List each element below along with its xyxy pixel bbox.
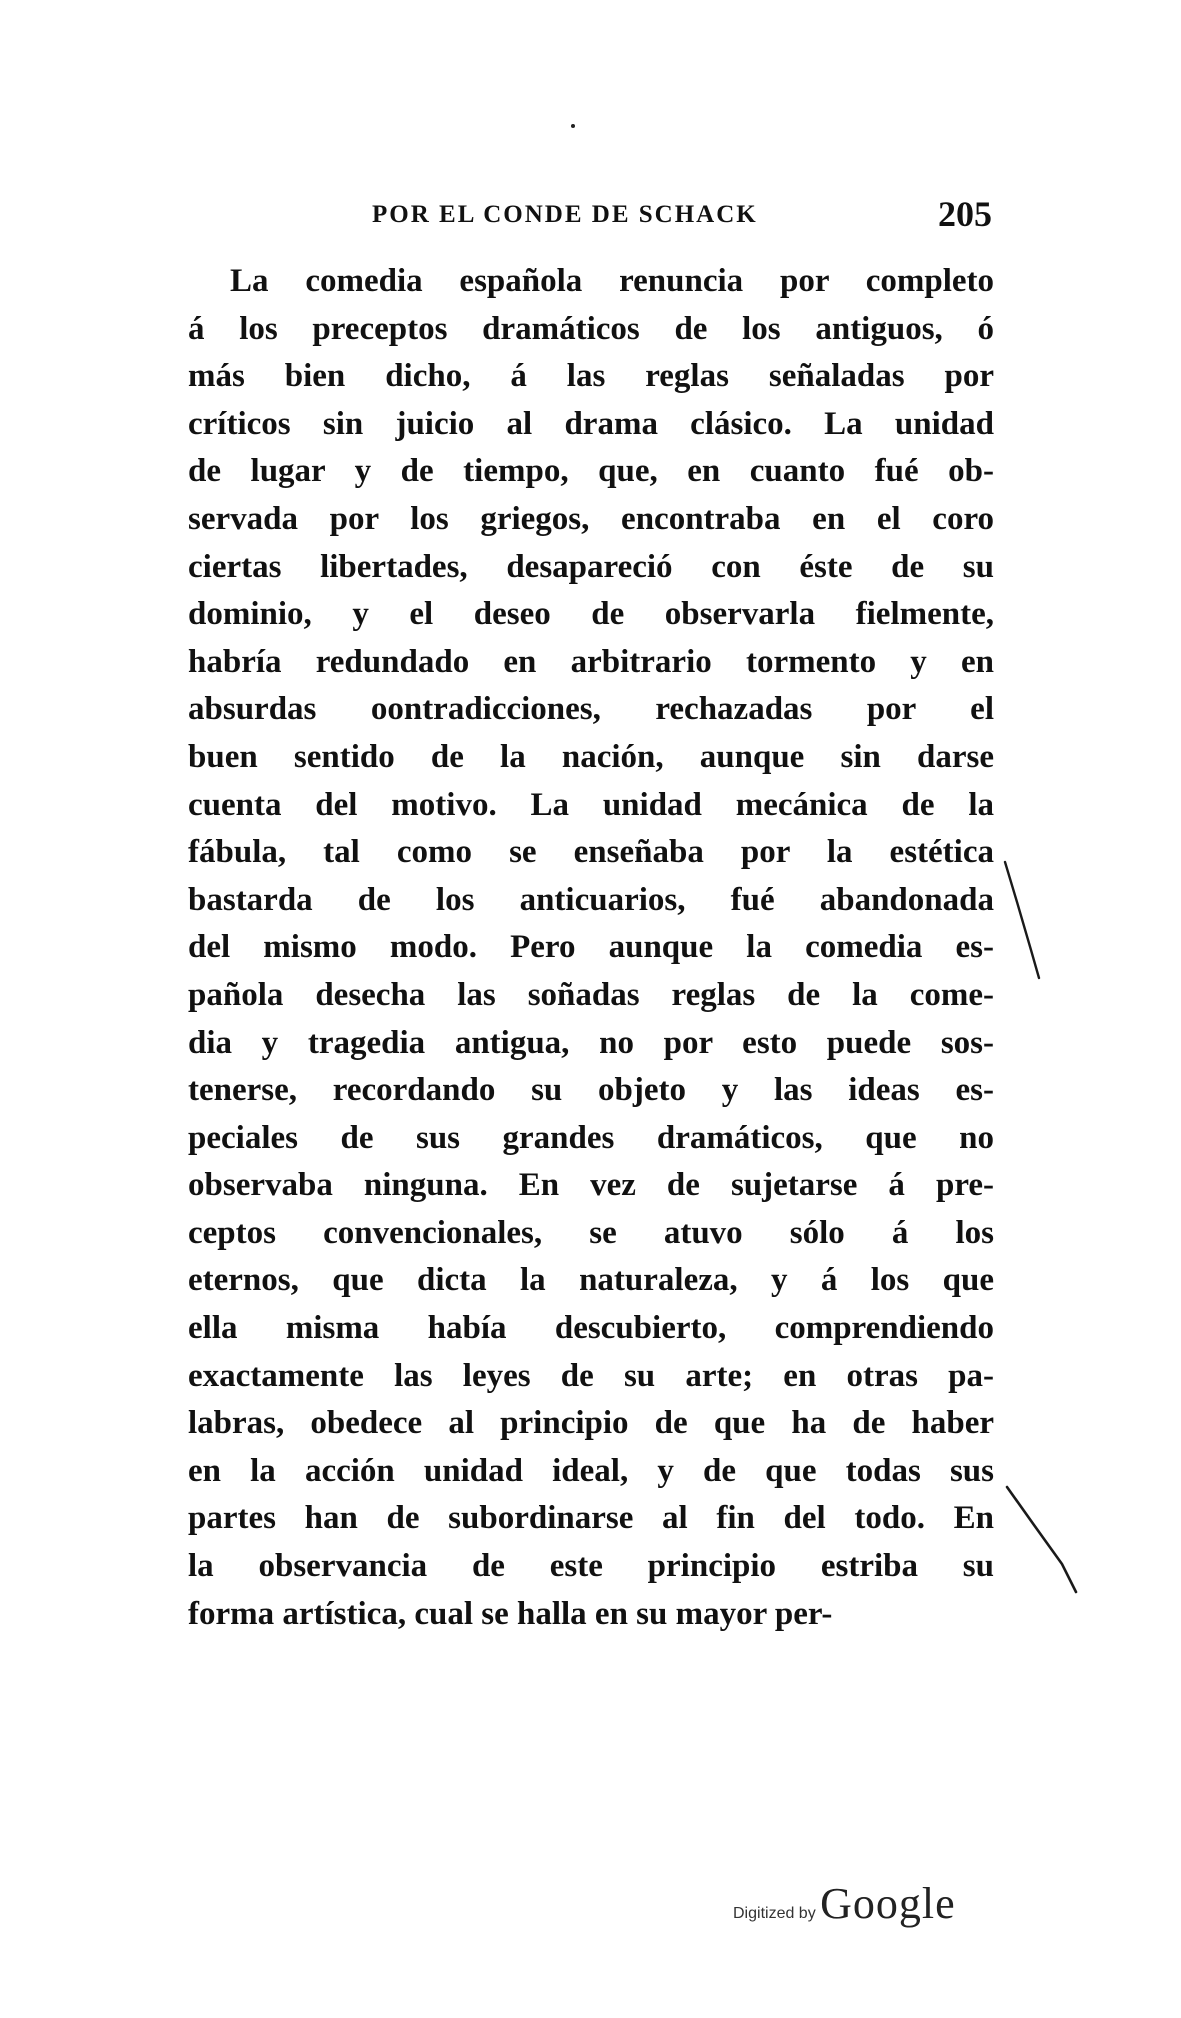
- text-line: servada por los griegos, encontraba en el coro: [188, 500, 994, 537]
- body-text: [188, 258, 994, 1638]
- text-line: tenerse, recordando su objeto y las ideas es-: [188, 1072, 994, 1109]
- text-line: ella misma había descubierto, comprendiendo: [188, 1310, 994, 1347]
- text-line: habría redundado en arbitrario tormento y en: [188, 643, 994, 680]
- text-line: fábula, tal como se enseñaba por la estética: [188, 834, 994, 871]
- text-line: del mismo modo. Pero aunque la comedia es-: [188, 929, 994, 966]
- text-line: la observancia de este principio estriba su: [188, 1548, 994, 1585]
- digitized-watermark: [733, 1878, 956, 1928]
- text-line: bastarda de los anticuarios, fué abandonada: [188, 881, 994, 918]
- text-line: partes han de subordinarse al fin del todo. En: [188, 1500, 994, 1537]
- text-line: absurdas oontradicciones, rechazadas por el: [188, 691, 994, 728]
- digitized-brand: Google: [820, 1879, 956, 1928]
- text-line: observaba ninguna. En vez de sujetarse á pre-: [188, 1167, 994, 1204]
- running-title: POR EL CONDE DE SCHACK: [372, 201, 758, 228]
- text-line: exactamente las leyes de su arte; en otras pa-: [188, 1357, 994, 1394]
- text-line: en la acción unidad ideal, y de que todas sus: [188, 1452, 994, 1489]
- ink-speck: [571, 124, 575, 128]
- text-line: ciertas libertades, desapareció con éste de su: [188, 548, 994, 585]
- running-head: [372, 194, 992, 238]
- page-number: 205: [938, 194, 992, 234]
- text-line: ceptos convencionales, se atuvo sólo á los: [188, 1214, 994, 1251]
- margin-stroke-upper: [1005, 862, 1039, 978]
- text-line: eternos, que dicta la naturaleza, y á los que: [188, 1262, 994, 1299]
- text-line: pañola desecha las soñadas reglas de la come-: [188, 976, 994, 1013]
- text-line: cuenta del motivo. La unidad mecánica de la: [188, 786, 994, 823]
- text-line: buen sentido de la nación, aunque sin darse: [188, 738, 994, 775]
- text-line: peciales de sus grandes dramáticos, que no: [188, 1119, 994, 1156]
- text-line: de lugar y de tiempo, que, en cuanto fué ob-: [188, 453, 994, 490]
- digitized-label: Digitized by: [733, 1905, 816, 1922]
- margin-stroke-lower: [1007, 1487, 1076, 1592]
- text-line: forma artística, cual se halla en su mayor per-: [188, 1595, 833, 1632]
- text-line: críticos sin juicio al drama clásico. La unidad: [188, 405, 994, 442]
- text-line: labras, obedece al principio de que ha de haber: [188, 1405, 994, 1442]
- text-line: dia y tragedia antigua, no por esto puede sos-: [188, 1024, 994, 1061]
- text-line: á los preceptos dramáticos de los antiguos, ó: [188, 310, 994, 347]
- text-line: dominio, y el deseo de observarla fielmente,: [188, 596, 994, 633]
- text-line: más bien dicho, á las reglas señaladas por: [188, 358, 994, 395]
- text-line: La comedia española renuncia por completo: [230, 263, 994, 299]
